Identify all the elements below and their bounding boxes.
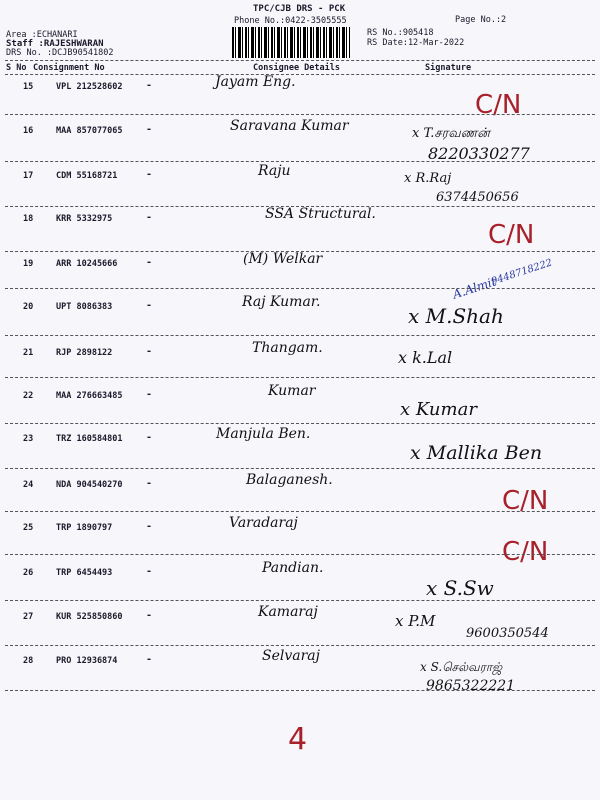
row-consignment: CDM 55168721: [56, 171, 118, 181]
row-consignee: SSA Structural.: [265, 206, 376, 222]
phone-number: Phone No.:0422-3505555: [234, 16, 347, 26]
row-consignee: Kamaraj: [258, 604, 318, 620]
col-consignee: Consignee Details: [253, 63, 340, 73]
row-divider: [5, 690, 595, 691]
row-sno: 15: [23, 82, 34, 92]
row-sno: 16: [23, 126, 34, 136]
rs-number: RS No.:905418: [367, 28, 434, 38]
row-divider: [5, 554, 595, 555]
row-sno: 19: [23, 259, 34, 269]
row-divider: [5, 468, 595, 469]
row-consignee: Balaganesh.: [246, 472, 333, 488]
barcode: [232, 27, 350, 58]
row-divider: [5, 600, 595, 601]
row-signature: x P.M: [395, 612, 436, 630]
row-dash: -: [146, 300, 153, 311]
row-divider: [5, 423, 595, 424]
row-signature: A.Almit: [450, 274, 499, 302]
row-dash: -: [146, 610, 153, 621]
row-signature-phone: 8220330277: [428, 144, 530, 163]
row-dash: -: [146, 521, 153, 532]
col-consignment: Consignment No: [33, 63, 105, 73]
row-signature: x R.Raj: [404, 171, 452, 186]
row-signature: x T.சரவணன்: [412, 126, 490, 141]
row-dash: -: [146, 654, 153, 665]
row-signature-phone: 9448718222: [489, 257, 554, 288]
row-consignee: Selvaraj: [262, 648, 320, 664]
row-signature-phone: 9865322221: [426, 678, 516, 694]
rs-date: RS Date:12-Mar-2022: [367, 38, 465, 48]
row-consignee: Pandian.: [262, 560, 324, 576]
row-consignment: TRP 1890797: [56, 523, 113, 533]
row-divider: [5, 645, 595, 646]
row-signature: x M.Shah: [408, 304, 504, 328]
row-sno: 23: [23, 434, 34, 444]
row-consignment: PRO 12936874: [56, 656, 118, 666]
row-sno: 24: [23, 480, 34, 490]
table-row: [0, 472, 600, 528]
row-dash: -: [146, 478, 153, 489]
handwritten-page-mark: 4: [288, 722, 308, 757]
staff-label: Staff :RAJESHWARAN: [6, 39, 104, 49]
row-dash: -: [146, 389, 153, 400]
row-dash: -: [146, 257, 153, 268]
row-consignee: Raju: [258, 163, 291, 179]
column-header: [0, 61, 600, 75]
row-dash: -: [146, 169, 153, 180]
row-consignee: Kumar: [268, 383, 316, 399]
row-divider: [5, 288, 595, 289]
row-sno: 18: [23, 214, 34, 224]
row-sno: 27: [23, 612, 34, 622]
row-dash: -: [146, 80, 153, 91]
row-consignment: KUR 525850860: [56, 612, 123, 622]
row-divider: [5, 377, 595, 378]
page-number: Page No.:2: [455, 15, 507, 25]
row-signature-phone: 6374450656: [436, 190, 519, 205]
row-consignee: Jayam Eng.: [215, 74, 296, 90]
row-sno: 28: [23, 656, 34, 666]
row-signature: C/N: [502, 537, 549, 567]
drs-number: DRS No. :DCJB90541802: [6, 48, 114, 58]
row-sno: 20: [23, 302, 34, 312]
row-signature: C/N: [475, 90, 522, 120]
row-consignment: ARR 10245666: [56, 259, 118, 269]
row-dash: -: [146, 346, 153, 357]
table-row: [0, 648, 600, 704]
report-title: TPC/CJB DRS - PCK: [253, 4, 346, 14]
row-sno: 21: [23, 348, 34, 358]
row-sno: 25: [23, 523, 34, 533]
row-dash: -: [146, 124, 153, 135]
row-consignee: Varadaraj: [229, 515, 298, 531]
row-dash: -: [146, 212, 153, 223]
row-signature: C/N: [502, 486, 549, 516]
header-rule-bottom: [5, 74, 595, 75]
area-label: Area :ECHANARI: [6, 30, 78, 40]
table-row: [0, 118, 600, 174]
row-consignee: Thangam.: [252, 340, 323, 356]
row-consignment: TRP 6454493: [56, 568, 113, 578]
row-consignment: KRR 5332975: [56, 214, 113, 224]
row-consignment: NDA 904540270: [56, 480, 123, 490]
row-consignment: TRZ 160584801: [56, 434, 123, 444]
row-signature: x S.Sw: [426, 576, 494, 600]
row-sno: 17: [23, 171, 34, 181]
row-divider: [5, 335, 595, 336]
row-consignee: Manjula Ben.: [216, 426, 311, 442]
row-divider: [5, 114, 595, 115]
row-consignee: Saravana Kumar: [230, 118, 349, 134]
col-signature: Signature: [425, 63, 472, 73]
row-dash: -: [146, 566, 153, 577]
row-signature: x Kumar: [400, 399, 477, 420]
row-signature: x S.செல்வராஜ்: [420, 660, 503, 674]
row-consignee: (M) Welkar: [243, 251, 323, 267]
row-signature: x Mallika Ben: [410, 442, 543, 464]
row-sno: 22: [23, 391, 34, 401]
row-consignment: RJP 2898122: [56, 348, 113, 358]
row-consignee: Raj Kumar.: [242, 294, 321, 310]
row-divider: [5, 511, 595, 512]
row-consignment: MAA 276663485: [56, 391, 123, 401]
row-sno: 26: [23, 568, 34, 578]
row-consignment: UPT 8086383: [56, 302, 113, 312]
row-divider: [5, 161, 595, 162]
row-consignment: VPL 212528602: [56, 82, 123, 92]
row-signature: x k.Lal: [398, 348, 453, 367]
row-dash: -: [146, 432, 153, 443]
row-signature: C/N: [488, 220, 535, 250]
col-sno: S No: [6, 63, 27, 73]
row-signature-phone: 9600350544: [466, 626, 549, 641]
row-consignment: MAA 857077065: [56, 126, 123, 136]
